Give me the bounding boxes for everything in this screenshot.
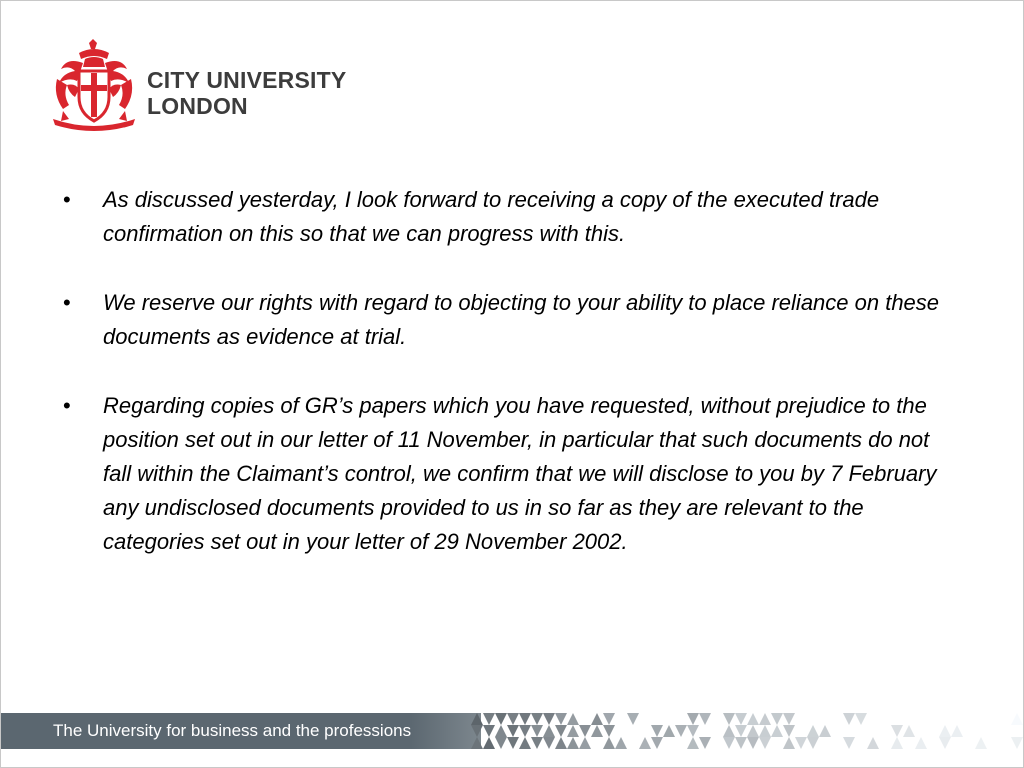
bullet-item <box>63 286 963 354</box>
university-name-line1: CITY UNIVERSITY <box>147 67 347 93</box>
coat-of-arms-icon <box>49 39 139 131</box>
decorative-triangle-pattern <box>471 713 1023 749</box>
footer <box>1 713 1024 749</box>
footer-tagline: The University for business and the professions <box>53 721 412 740</box>
bullet-item <box>63 183 963 251</box>
bullet-list <box>63 183 963 594</box>
university-name <box>147 67 346 119</box>
bullet-marker: • <box>63 290 71 315</box>
bullet-item <box>63 389 963 559</box>
university-name-line2: LONDON <box>147 93 248 119</box>
bullet-text: As discussed yesterday, I look forward to receiving a copy of the executed trade confirmation on this so that we can progress with this. <box>103 187 880 246</box>
bullet-marker: • <box>63 187 71 212</box>
bullet-text: We reserve our rights with regard to objecting to your ability to place reliance on these documents as evidence at trial. <box>103 290 940 349</box>
bullet-marker: • <box>63 393 71 418</box>
bullet-text: Regarding copies of GR’s papers which you have requested, without prejudice to the position set out in our letter of 11 November, in particular that such documents do not fall within the Claimant’s control, we confirm that we will disclose to you by 7 February any undisclosed documents provided to us in so far as they are relevant to the categories set out in your letter of 29 November 2002. <box>103 393 937 554</box>
university-logo <box>49 39 379 131</box>
